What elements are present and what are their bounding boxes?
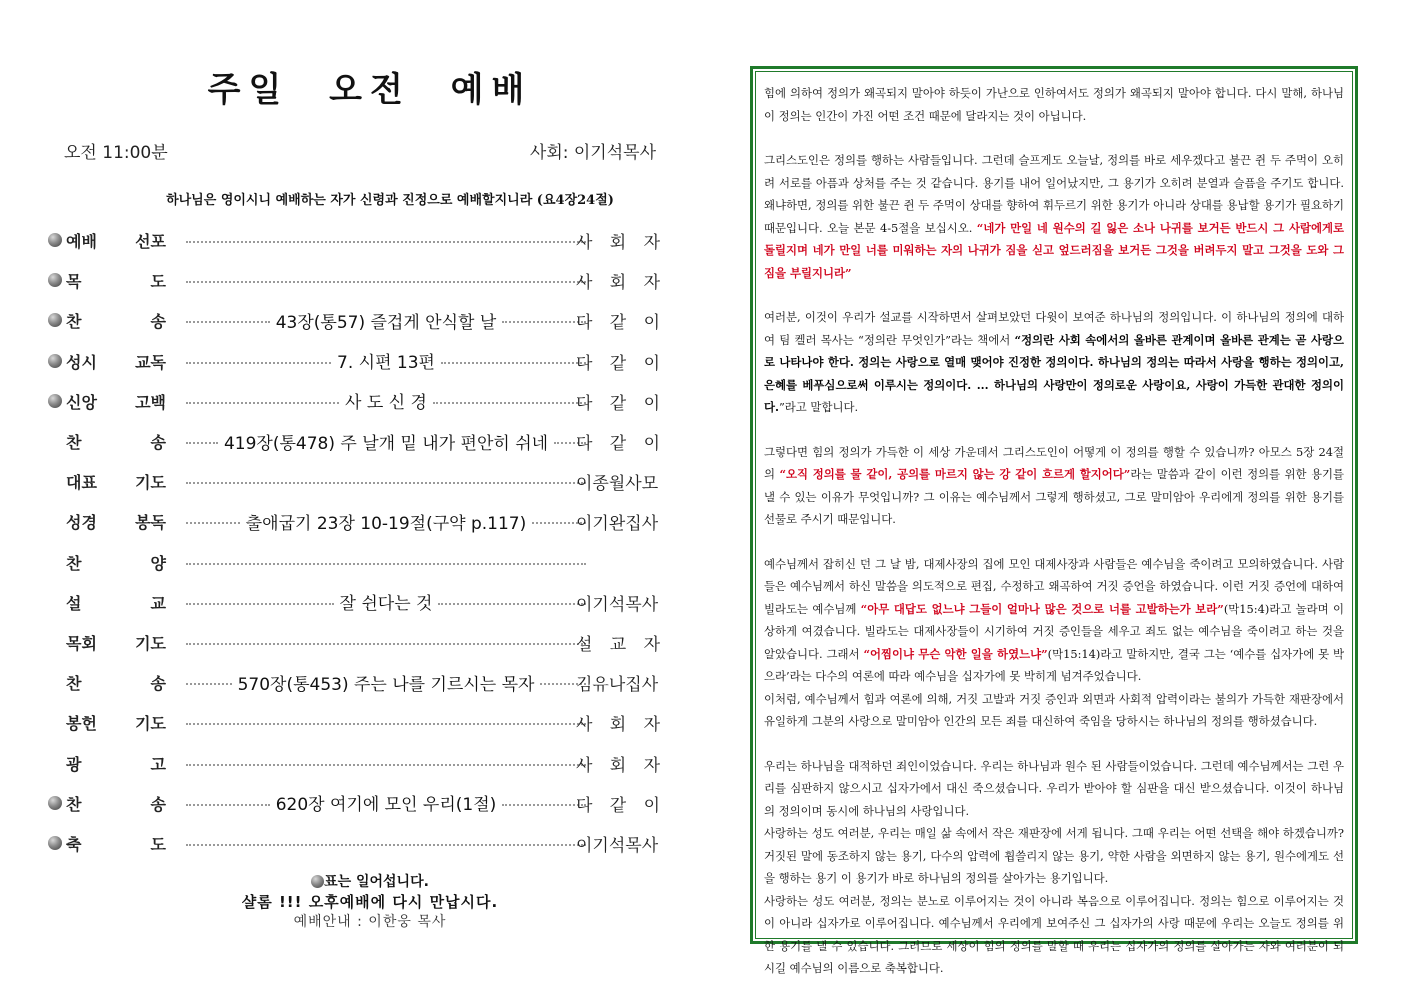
order-item-content (186, 590, 586, 614)
sermon-bold-quote: “정의란 사회 속에서의 올바른 관계이며 올바른 관계는 곧 사랑으로 나타나야 한다. 정의는 사랑으로 열매 맺어야 진정한 정의이다. 하나님의 정의는 따라서 사랑을 행하는 정의이고, 은혜를 베푸심으로써 이루시는 정의이다. ... 하나님의 사랑만이 정의로운 사랑이요, 사랑이 가득한 관대한 정의이다. (764, 332, 1344, 414)
dot-leader (502, 804, 586, 806)
order-item-label-part: 고 (150, 754, 166, 774)
order-item-presenter-part: 이 (643, 434, 660, 454)
order-item-label-part: 찬 (66, 312, 82, 332)
order-item (44, 550, 664, 574)
order-item (44, 751, 664, 775)
sermon-text-span: 이처럼, 예수님께서 힘과 여론에 의해, 거짓 고발과 거짓 증인과 외면과 사회적 압력이라는 불의가 가득한 재판장에서 유일하게 그분의 사랑으로 말미암아 인간의 모든 죄를 대신하여 죽임을 당하시는 하나님의 정의를 행하셨습니다. (764, 691, 1344, 728)
order-item-label (66, 591, 166, 614)
order-item-label-part: 교 (150, 593, 166, 613)
order-item-label (66, 752, 166, 775)
order-item-presenter-part: 사 (576, 755, 593, 776)
order-item-presenter-part: 다 (576, 434, 593, 454)
order-item-content (186, 509, 586, 533)
order-item-presenter-part: 자 (643, 635, 660, 655)
order-item-presenter-part: 다 (576, 353, 593, 374)
order-item (44, 308, 664, 332)
order-item-label (66, 671, 166, 694)
dot-leader (186, 241, 586, 243)
order-item-content (186, 751, 586, 775)
order-item-content (186, 308, 586, 332)
dot-leader (186, 563, 586, 565)
order-item-presenter (576, 228, 660, 253)
shalom-note: 샬롬 !!! 오후예배에 다시 만납시다. (241, 893, 499, 911)
order-item-detail: 43장(통57) 즐겁게 안식할 날 (275, 312, 497, 333)
order-item-label (66, 269, 166, 292)
dot-leader (433, 402, 586, 404)
dot-leader (186, 723, 586, 725)
sermon-paragraph (764, 890, 1344, 980)
bullet-icon (48, 394, 62, 408)
order-item-presenter-part: 이기완집사 (576, 514, 659, 535)
order-item-presenter-part: 자 (643, 233, 660, 253)
sermon-text-span: 우리는 하나님을 대적하던 죄인이었습니다. 우리는 하나님과 원수 된 사람들이었습니다. 그런데 예수님께서는 그런 우리를 심판하지 않으시고 십자가에서 대신 죽으셨습니다. 우리가 받아야 할 심판을 대신 받으셨습니다. 이것이 하나님의 정의이며 동시에 하나님의 사랑입니다. (764, 758, 1344, 818)
order-item-content (186, 791, 586, 815)
dot-leader (186, 844, 586, 846)
order-item-label-part: 송 (150, 794, 166, 814)
order-item-label (66, 631, 166, 654)
order-item-label-part: 찬 (66, 553, 82, 573)
order-item-presenter-part: 이기석목사 (576, 836, 659, 856)
bullet-icon (48, 836, 62, 850)
order-item-detail: 잘 쉰다는 것 (339, 594, 433, 615)
order-item-content (186, 469, 586, 493)
guide-note: 예배안내 : 이한웅 목사 (293, 914, 447, 930)
order-item-label (66, 711, 166, 734)
order-item-label-part: 찬 (66, 674, 82, 694)
order-item-presenter (576, 831, 660, 856)
order-item-content (186, 630, 586, 654)
sermon-text (755, 71, 1353, 975)
dot-leader (186, 764, 586, 766)
bullet-icon (48, 233, 62, 247)
order-item-label-part: 대표 (66, 473, 97, 493)
order-item-presenter-part: 같 (609, 795, 627, 816)
order-item-content (186, 670, 586, 694)
order-item-label-part: 봉헌 (66, 714, 97, 734)
order-item-label-part: 송 (150, 312, 166, 332)
order-item-detail: 419장(통478) 주 날개 밑 내가 편안히 쉬네 (223, 433, 549, 454)
order-item-presenter-part: 다 (576, 795, 593, 816)
order-item-presenter-part: 같 (609, 353, 627, 374)
order-item-label (66, 350, 166, 373)
order-item-label-part: 기도 (135, 473, 166, 493)
sermon-highlight: “어찜이냐 무슨 악한 일을 하였느냐” (863, 646, 1048, 661)
order-item-content (186, 389, 586, 413)
order-item-label (66, 309, 166, 332)
order-item-label-part: 교독 (135, 352, 166, 372)
sermon-paragraph (764, 822, 1344, 890)
sermon-text-span: 사랑하는 성도 여러분, 정의는 분노로 이루어지는 것이 아니라 복음으로 이루어집니다. 정의는 힘으로 이루어지는 것이 아니라 십자가로 이루어집니다. 예수님께서 우리에게 보여주신 그 십자가의 사랑 때문에 우리는 오늘도 정의를 위한 용기를 낼 수 있습니다. 그러므로 세상이 힘의 정의를 말할 때 우리는 십자가의 정의를 살아가는 자와 여러분이 되시길 예수님의 이름으로 축복합니다. (764, 893, 1344, 975)
order-item-presenter-part: 교 (609, 635, 627, 655)
order-item-content (186, 268, 586, 292)
order-item-presenter-part: 이종월사모 (576, 474, 659, 495)
order-item-label-part: 도 (150, 272, 166, 292)
page-title: 주일 오전 예배 (207, 70, 533, 110)
order-item-presenter-part: 같 (609, 313, 627, 334)
order-item (44, 831, 664, 855)
order-item-presenter-part: 회 (609, 755, 627, 776)
sermon-text-span: (막15:4)라고 놀라며 이상하게 여겼습니다. 빌라도는 대제사장들이 시기하여 거짓 증인들을 세우고 죄도 없는 예수님을 죽이려고 하는 것을 알았습니다. 그래서 (764, 601, 1344, 661)
order-item-presenter-part: 회 (609, 233, 627, 253)
order-item-presenter-part: 회 (609, 273, 627, 294)
sermon-highlight: “아무 대답도 없느냐 그들이 얼마나 많은 것으로 너를 고발하는가 보라” (860, 601, 1224, 616)
sermon-paragraph (764, 755, 1344, 823)
order-item-presenter-part: 자 (643, 273, 660, 294)
order-item-presenter-part: 설 (576, 635, 593, 655)
order-item-presenter (576, 429, 660, 454)
order-item (44, 630, 664, 654)
sermon-paragraph (764, 441, 1344, 531)
order-item (44, 349, 664, 373)
order-item-label-part: 축 (66, 835, 82, 854)
order-item-label (66, 430, 166, 453)
dot-leader (186, 362, 331, 364)
sermon-text-span: 그렇다면 힘의 정의가 가득한 이 세상 가운데서 그리스도인이 어떻게 이 정의를 행할 수 있습니까? 아모스 5장 24절의 (764, 444, 1344, 481)
order-item-content (186, 429, 586, 453)
order-item-presenter-part: 이 (643, 393, 660, 414)
order-item-label-part: 성시 (66, 352, 97, 372)
sermon-text-span: 라는 말씀과 같이 이런 정의를 위한 용기를 낼 수 있는 이유가 무엇입니까? 그 이유는 예수님께서 그렇게 행하셨고, 그로 말미암아 우리에게 정의를 위한 용기를 선물로 주시기 때문입니다. (764, 467, 1344, 526)
dot-leader (186, 442, 218, 444)
sermon-paragraph (764, 553, 1344, 688)
order-item-detail: 620장 여기에 모인 우리(1절) (275, 795, 497, 816)
order-item-content (186, 710, 586, 734)
order-item-label-part: 예배 (66, 232, 97, 251)
sermon-highlight: “네가 만일 네 원수의 길 잃은 소나 나귀를 보거든 반드시 그 사람에게로 돌릴지며 네가 만일 너를 미워하는 자의 나귀가 짐을 싣고 엎드러짐을 보거든 그것을 버려두지 말고 그것을 도와 그 짐을 부릴지니라” (764, 220, 1344, 280)
order-item-presenter-part: 다 (576, 313, 593, 334)
bullet-icon (48, 796, 62, 810)
order-item-label-part: 찬 (66, 794, 82, 814)
order-item-presenter (576, 670, 660, 695)
order-item-label-part: 찬 (66, 433, 82, 452)
order-item (44, 389, 664, 413)
order-item-detail: 출애굽기 23장 10-19절(구약 p.117) (245, 513, 527, 534)
dot-leader (186, 482, 586, 484)
order-item-content (186, 349, 586, 373)
order-item (44, 429, 664, 453)
dot-leader (186, 603, 334, 605)
order-item-presenter-part: 자 (643, 715, 660, 736)
order-item-label (66, 832, 166, 855)
dot-leader (186, 402, 339, 404)
order-item-label (66, 792, 166, 815)
order-item-presenter-part: 다 (576, 393, 593, 414)
order-item (44, 509, 664, 533)
dot-leader (186, 321, 270, 323)
order-item-label-part: 목 (66, 272, 82, 292)
order-item-label (66, 390, 166, 413)
order-item-content (186, 550, 586, 574)
sermon-text-span: 힘에 의하여 정의가 왜곡되지 말아야 하듯이 가난으로 인하여서도 정의가 왜곡되지 말아야 합니다. 다시 말해, 하나님이 정의는 인간이 가진 어떤 조건 때문에 달라지는 것이 아닙니다. (764, 86, 1344, 123)
sermon-text-span: ”라고 말합니다. (778, 400, 859, 414)
order-item-presenter-part: 이 (643, 795, 660, 816)
standing-note (0, 872, 740, 892)
order-item-content (186, 831, 586, 855)
bullet-icon (48, 273, 62, 287)
order-item-label-part: 송 (150, 674, 166, 694)
sermon-text-span: 여러분, 이것이 우리가 설교를 시작하면서 살펴보았던 다윗이 보여준 하나님의 정의입니다. 이 하나님의 정의에 대하여 팀 켈러 목사는 “정의란 무엇인가”라는 책에서 (764, 310, 1344, 347)
order-item-presenter-part: 이기석목사 (576, 594, 659, 615)
order-item-label-part: 송 (150, 433, 166, 452)
order-item-presenter-part: 이 (643, 353, 660, 374)
order-item-presenter-part: 회 (609, 715, 627, 736)
order-item-detail: 570장(통453) 주는 나를 기르시는 목자 (237, 674, 535, 695)
order-item-presenter (576, 509, 660, 534)
dot-leader (186, 683, 232, 685)
order-item-label-part: 기도 (135, 714, 166, 734)
order-item-label-part: 도 (150, 835, 166, 854)
order-item (44, 710, 664, 734)
order-item-presenter (576, 630, 660, 655)
bullet-icon (311, 875, 324, 888)
order-item-presenter-part: 같 (609, 393, 627, 414)
bullet-icon (48, 354, 62, 368)
order-item-presenter (576, 791, 660, 816)
dot-leader (186, 281, 586, 283)
sermon-highlight: “오직 정의를 물 같이, 공의를 마르지 않는 강 같이 흐르게 할지어다” (779, 467, 1131, 481)
order-item (44, 268, 664, 292)
sermon-text-span: 예수님께서 잡히신 던 그 날 밤, 대제사장의 집에 모인 대제사장과 사람들은 예수님을 죽이려고 모의하였습니다. 사람들은 예수님께서 하신 말씀을 의도적으로 편집, 수정하고 왜곡하여 거짓 증언을 하였습니다. 이런 거짓 증언에 대하여 빌라도는 예수님께 (764, 556, 1344, 616)
order-item-label (66, 551, 166, 574)
order-item-label-part: 목회 (66, 634, 97, 653)
order-item (44, 228, 664, 252)
order-item-label-part: 양 (150, 553, 166, 573)
order-item-presenter-part: 같 (609, 434, 627, 454)
order-item-detail: 7. 시편 13편 (337, 353, 435, 374)
sermon-paragraph (764, 688, 1344, 733)
order-item-presenter-part: 김유나집사 (576, 675, 659, 696)
order-item (44, 670, 664, 694)
order-item-presenter (576, 710, 660, 735)
dot-leader (186, 643, 586, 645)
bulletin-notes (0, 872, 740, 932)
sermon-paragraph (764, 82, 1344, 127)
dot-leader (441, 362, 586, 364)
order-item-label-part: 신앙 (66, 392, 97, 412)
dot-leader (186, 804, 270, 806)
sermon-box (750, 66, 1358, 975)
service-leader: 사회: 이기석목사 (529, 143, 656, 163)
order-item (44, 469, 664, 493)
order-item-label-part: 봉독 (135, 513, 166, 533)
dot-leader (438, 603, 586, 605)
order-item-presenter (576, 268, 660, 293)
order-item-label-part: 선포 (135, 232, 166, 251)
order-item-label-part: 성경 (66, 513, 97, 533)
sermon-paragraph (764, 149, 1344, 284)
order-item-label (66, 229, 166, 252)
sermon-text-span: 사랑하는 성도 여러분, 우리는 매일 삶 속에서 작은 재판장에 서게 됩니다. 그때 우리는 어떤 선택을 해야 하겠습니까? 거짓된 말에 동조하지 않는 용기, 다수의 압력에 휩쓸리지 않는 용기, 약한 사람을 외면하지 않는 용기, 원수에게도 선을 행하는 용기 이 용기가 바로 하나님의 정의를 살아가는 용기입니다. (764, 826, 1344, 885)
order-item-presenter (576, 590, 660, 615)
order-item-presenter-part: 자 (643, 755, 660, 776)
scripture-verse: 하나님은 영이시니 예배하는 자가 신령과 진정으로 예배할지니라 (요4장24절) (166, 193, 614, 208)
order-item-presenter-part: 이 (643, 313, 660, 334)
order-item-label-part: 기도 (135, 634, 166, 653)
order-item-label (66, 510, 166, 533)
order-item-presenter (576, 751, 660, 776)
order-item (44, 791, 664, 815)
order-item-presenter (576, 308, 660, 333)
bullet-icon (48, 313, 62, 327)
order-item-presenter-part: 사 (576, 715, 593, 736)
sermon-text-span: (막15:14)라고 말하지만, 결국 그는 ‘예수를 십자가에 못 박으라’라는 다수의 여론에 따라 예수님을 십자가에 못 박히게 넘겨주었습니다. (764, 646, 1345, 683)
order-item-presenter (576, 349, 660, 374)
dot-leader (186, 522, 240, 524)
order-item-label (66, 470, 166, 493)
sermon-paragraph (764, 306, 1344, 419)
order-item-presenter (576, 469, 660, 494)
order-item-presenter (576, 389, 660, 414)
order-item-detail: 사 도 신 경 (345, 393, 427, 414)
order-item-label-part: 광 (66, 754, 82, 774)
order-item-presenter-part: 사 (576, 233, 593, 253)
order-item (44, 590, 664, 614)
service-time: 오전 11:00분 (64, 143, 168, 163)
order-item-content (186, 228, 586, 252)
order-item-label-part: 고백 (135, 392, 166, 412)
order-item-presenter-part: 사 (576, 273, 593, 294)
sermon-text-span: 그리스도인은 정의를 행하는 사람들입니다. 그런데 슬프게도 오늘날, 정의를 바로 세우겠다고 불끈 쥔 두 주먹이 오히려 서로를 아픔과 상처를 주는 것 같습니다. 용기를 내어 일어났지만, 그 용기가 오히려 분열과 슬픔을 주기도 합니다. 왜냐하면, 정의를 위한 불끈 쥔 두 주먹이 상대를 향하여 휘두르기 위한 용기가 아니라 상대를 용납할 용기가 필요하기 때문입니다. 오늘 본문 4-5절을 보십시오. (764, 153, 1344, 235)
dot-leader (502, 321, 586, 323)
order-item-label-part: 설 (66, 593, 82, 613)
standing-note-text: 표는 일어섭니다. (324, 874, 429, 890)
